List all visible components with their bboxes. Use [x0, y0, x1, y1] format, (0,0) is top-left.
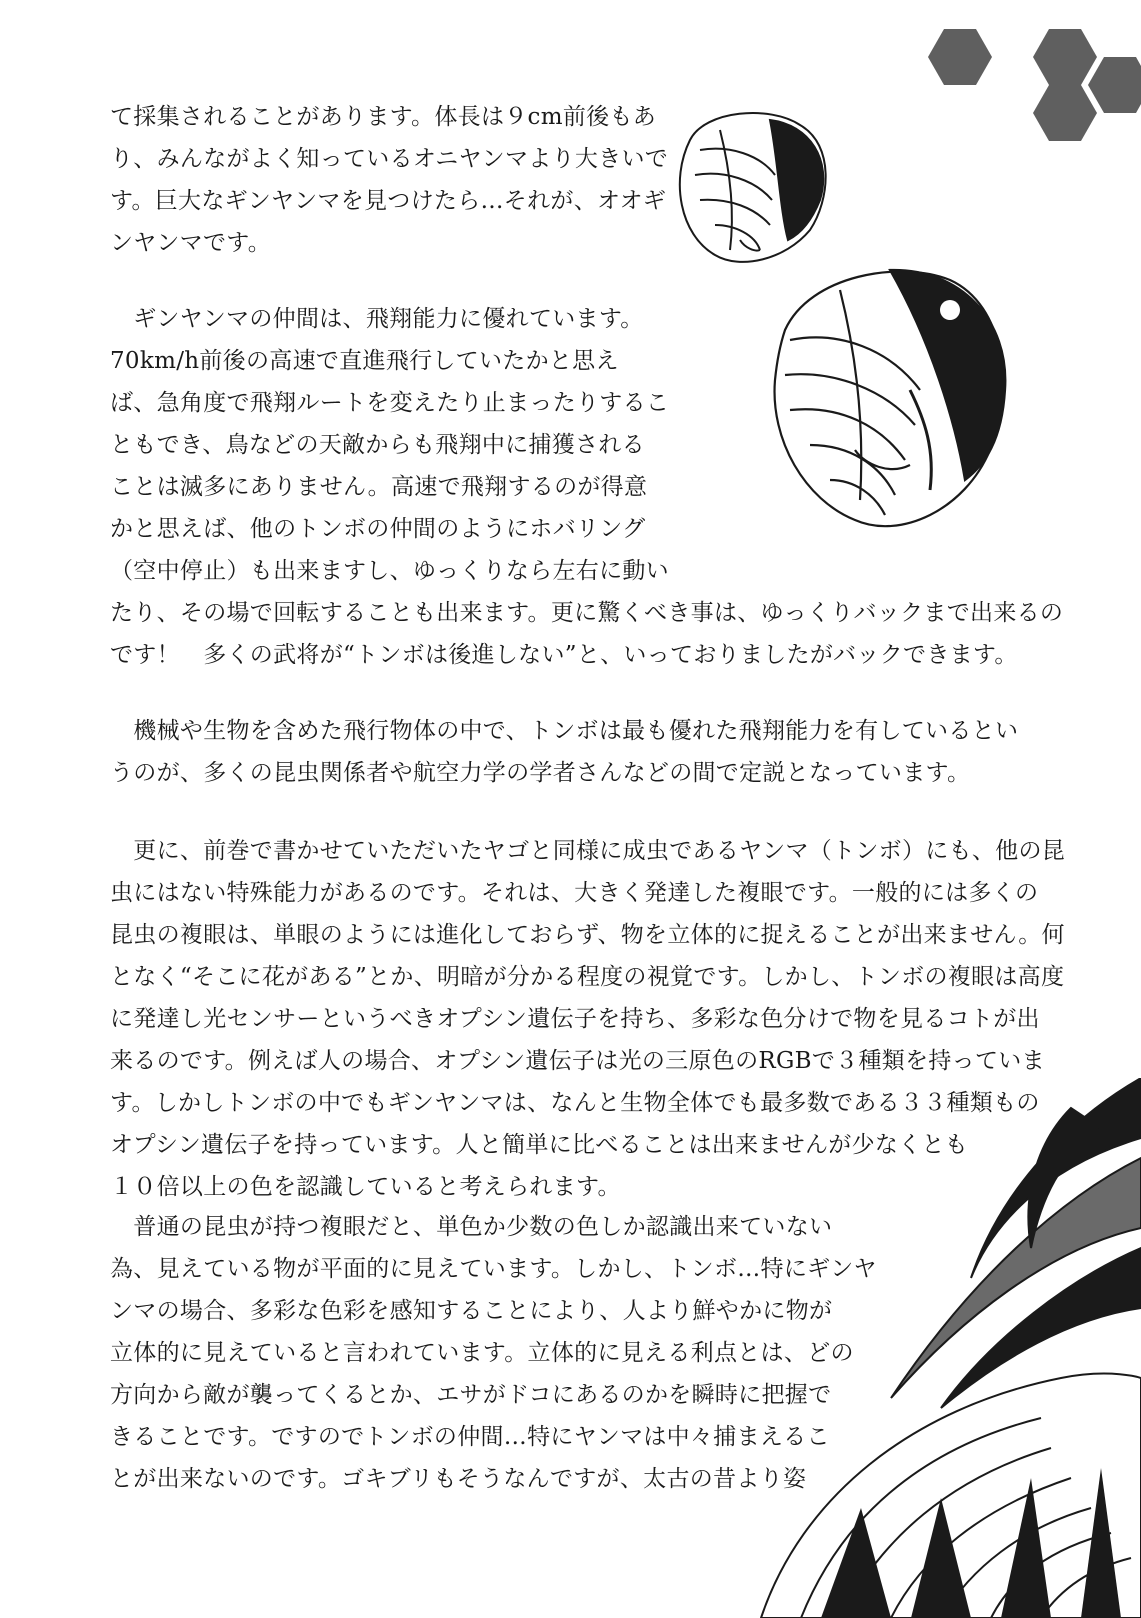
text-line: す。巨大なギンヤンマを見つけたら…それが、オオギ: [110, 188, 667, 214]
text-line: オプシン遺伝子を持っています。人と簡単に比べることは出来ませんが少なくとも: [110, 1132, 969, 1158]
text-line: ンヤンマです。: [110, 230, 272, 256]
text-line: たり、その場で回転することも出来ます。更に驚くべき事は、ゆっくりバックまで出来るの: [110, 600, 1064, 626]
text-line: です！ 多くの武将が“トンボは後進しない”と、いっておりましたがバックできます。: [110, 642, 1018, 668]
text-line: ンマの場合、多彩な色彩を感知することにより、人より鮮やかに物が: [110, 1298, 833, 1324]
text-line: となく“そこに花がある”とか、明暗が分かる程度の視覚です。しかし、トンボの複眼は高度: [110, 964, 1065, 990]
text-line: １０倍以上の色を認識していると考えられます。: [110, 1174, 621, 1200]
text-line: 更に、前巻で書かせていただいたヤゴと同様に成虫であるヤンマ（トンボ）にも、他の昆: [110, 838, 1066, 864]
text-line: ば、急角度で飛翔ルートを変えたり止まったりするこ: [110, 390, 670, 416]
text-line: に発達し光センサーというべきオプシン遺伝子を持ち、多彩な色分けで物を見るコトが出: [110, 1006, 1040, 1032]
text-line: 立体的に見えていると言われています。立体的に見える利点とは、どの: [110, 1340, 854, 1366]
text-line: きることです。ですのでトンボの仲間…特にヤンマは中々捕まえるこ: [110, 1424, 830, 1450]
hexagon-shape: [928, 29, 992, 85]
text-line: かと思えば、他のトンボの仲間のようにホバリング: [110, 516, 646, 542]
text-line: うのが、多くの昆虫関係者や航空力学の学者さんなどの間で定説となっています。: [110, 760, 971, 786]
text-line: ことは滅多にありません。高速で飛翔するのが得意: [110, 474, 648, 500]
text-line: とが出来ないのです。ゴキブリもそうなんですが、太古の昔より姿: [110, 1466, 807, 1492]
text-line: 為、見えている物が平面的に見えています。しかし、トンボ…特にギンヤ: [110, 1256, 877, 1282]
text-line: （空中停止）も出来ますし、ゆっくりなら左右に動い: [110, 558, 669, 584]
text-line: り、みんながよく知っているオニヤンマより大きいで: [110, 146, 669, 172]
text-line: 機械や生物を含めた飛行物体の中で、トンボは最も優れた飛翔能力を有しているとい: [110, 718, 1019, 744]
hexagon-shape: [1088, 57, 1141, 113]
hexagon-shape: [1033, 29, 1097, 85]
dragonfly-head-large-illustration: [760, 250, 1020, 550]
text-line: 普通の昆虫が持つ複眼だと、単色か少数の色しか認識出来ていない: [110, 1214, 833, 1240]
text-line: ギンヤンマの仲間は、飛翔能力に優れています。: [110, 306, 644, 332]
text-line: 方向から敵が襲ってくるとか、エサがドコにあるのかを瞬時に把握で: [110, 1382, 832, 1408]
text-line: す。しかしトンボの中でもギンヤンマは、なんと生物全体でも最多数である３３種類もの: [110, 1090, 1040, 1116]
text-line: 来るのです。例えば人の場合、オプシン遺伝子は光の三原色のRGBで３種類を持っていま: [110, 1048, 1045, 1074]
text-line: て採集されることがあります。体長は９cm前後もあ: [110, 104, 657, 130]
text-line: ともでき、鳥などの天敵からも飛翔中に捕獲される: [110, 432, 645, 458]
hexagon-shape: [1033, 85, 1097, 141]
text-line: 昆虫の複眼は、単眼のようには進化しておらず、物を立体的に捉えることが出来ません。何: [110, 922, 1065, 948]
text-line: 70km/h前後の高速で直進飛行していたかと思え: [110, 348, 619, 374]
text-line: 虫にはない特殊能力があるのです。それは、大きく発達した複眼です。一般的には多くの: [110, 880, 1039, 906]
